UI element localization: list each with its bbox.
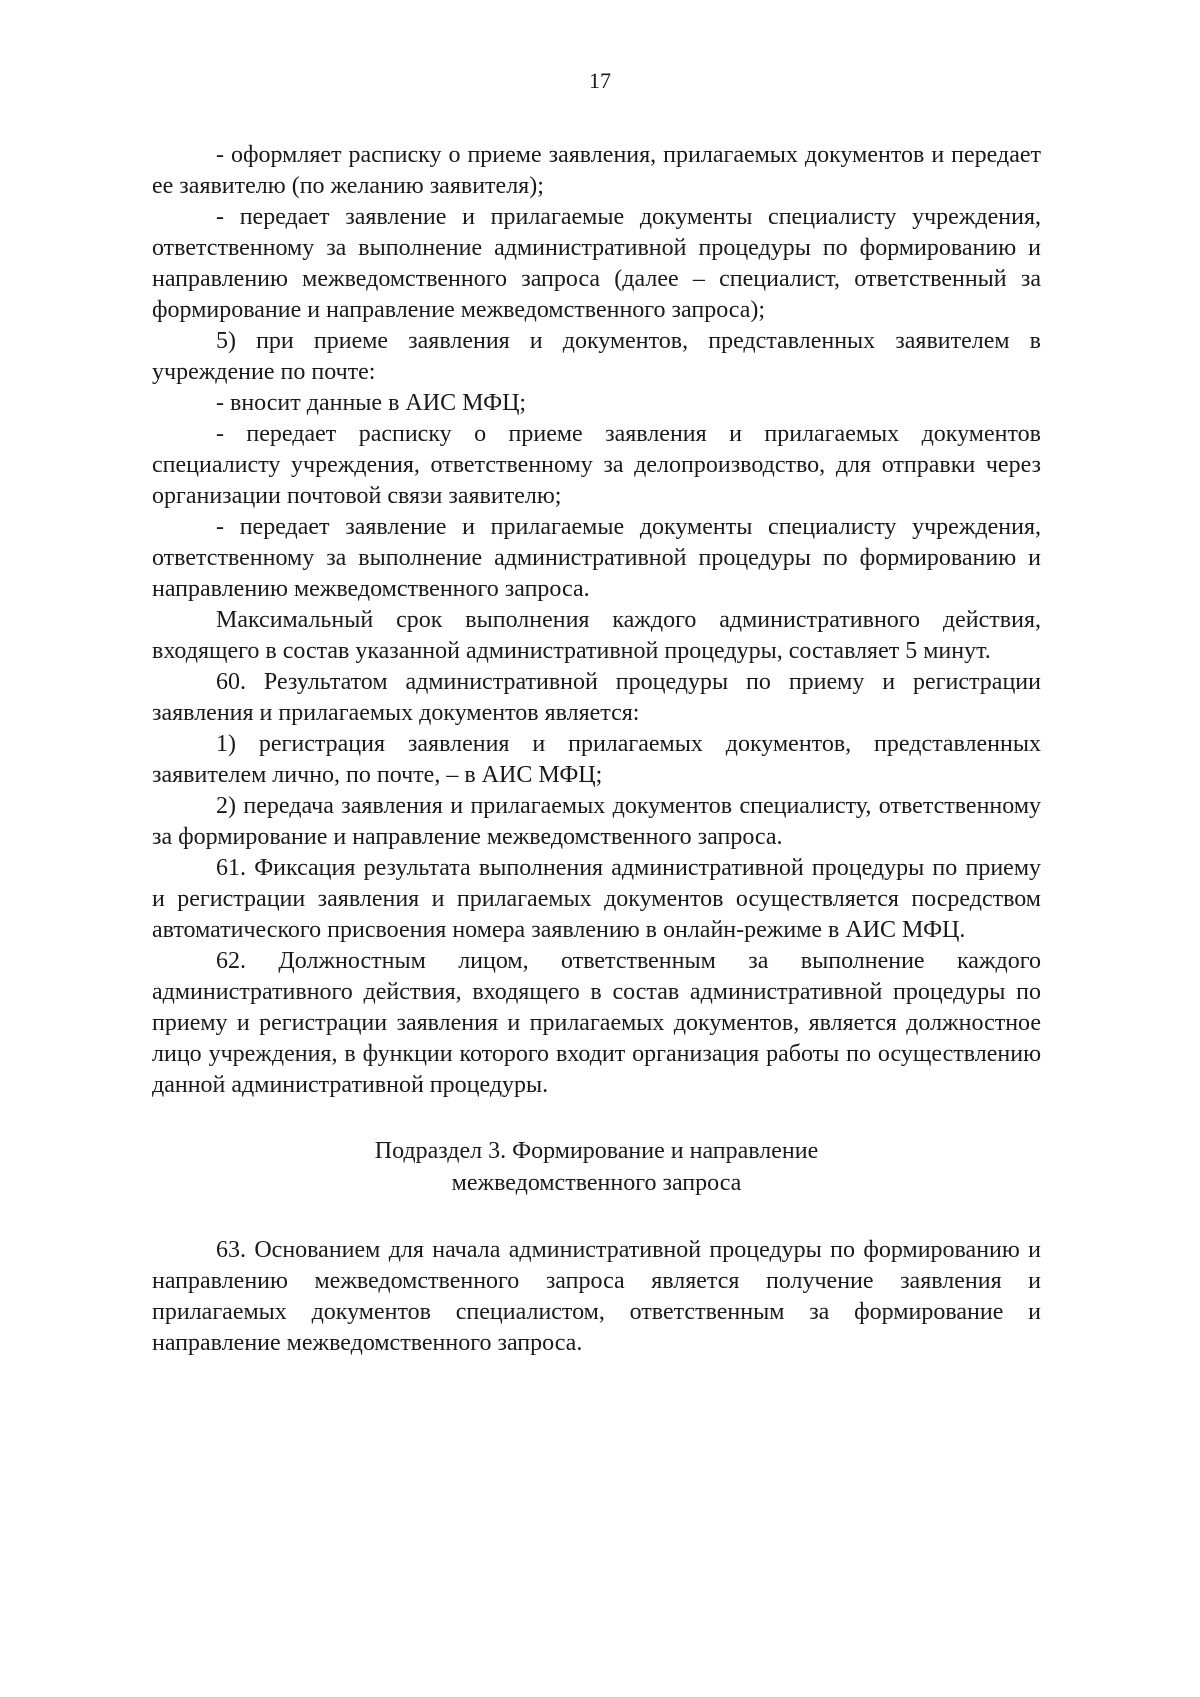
paragraph: 61. Фиксация результата выполнения административной процедуры по приему и регистрации заявления и прилагаемых документов осуществляется посредством автоматического присвоения номера заявлению в онлайн-режиме в АИС МФЦ. xyxy=(152,855,1041,943)
paragraph: - передает заявление и прилагаемые документы специалисту учреждения, ответственному за выполнение административной процедуры по формированию и направлению межведомственного запроса. xyxy=(152,514,1041,602)
paragraph: - вносит данные в АИС МФЦ; xyxy=(216,390,527,416)
paragraph: 2) передача заявления и прилагаемых документов специалисту, ответственному за формирование и направление межведомственного запроса. xyxy=(152,793,1041,850)
subsection-heading-line: межведомственного запроса xyxy=(451,1170,742,1196)
document-body xyxy=(152,140,1041,1359)
paragraph: 5) при приеме заявления и документов, представленных заявителем в учреждение по почте: xyxy=(152,328,1041,385)
paragraph: - оформляет расписку о приеме заявления, прилагаемых документов и передает ее заявителю (по желанию заявителя); xyxy=(152,142,1041,199)
subsection-heading xyxy=(152,1135,1041,1199)
paragraph: 1) регистрация заявления и прилагаемых документов, представленных заявителем лично, по почте, – в АИС МФЦ; xyxy=(152,731,1041,788)
paragraph: 60. Результатом административной процедуры по приему и регистрации заявления и прилагаемых документов является: xyxy=(152,669,1041,726)
paragraph: - передает расписку о приеме заявления и прилагаемых документов специалисту учреждения, ответственному за делопроизводство, для отправки через организации почтовой связи заявителю; xyxy=(152,421,1041,509)
paragraph: Максимальный срок выполнения каждого административного действия, входящего в состав указанной административной процедуры, составляет 5 минут. xyxy=(152,607,1041,664)
subsection-heading-line: Подраздел 3. Формирование и направление xyxy=(374,1138,819,1164)
paragraph: - передает заявление и прилагаемые документы специалисту учреждения, ответственному за выполнение административной процедуры по формированию и направлению межведомственного запроса (далее – специалист, ответственный за формирование и направление межведомственного запроса); xyxy=(152,204,1041,323)
page-number: 17 xyxy=(589,68,611,93)
paragraph: 63. Основанием для начала административной процедуры по формированию и направлению межведомственного запроса является получение заявления и прилагаемых документов специалистом, ответственным за формирование и направление межведомственного запроса. xyxy=(152,1237,1041,1356)
paragraph: 62. Должностным лицом, ответственным за выполнение каждого административного действия, входящего в состав административной процедуры по приему и регистрации заявления и прилагаемых документов, является должностное лицо учреждения, в функции которого входит организация работы по осуществлению данной административной процедуры. xyxy=(152,948,1041,1098)
